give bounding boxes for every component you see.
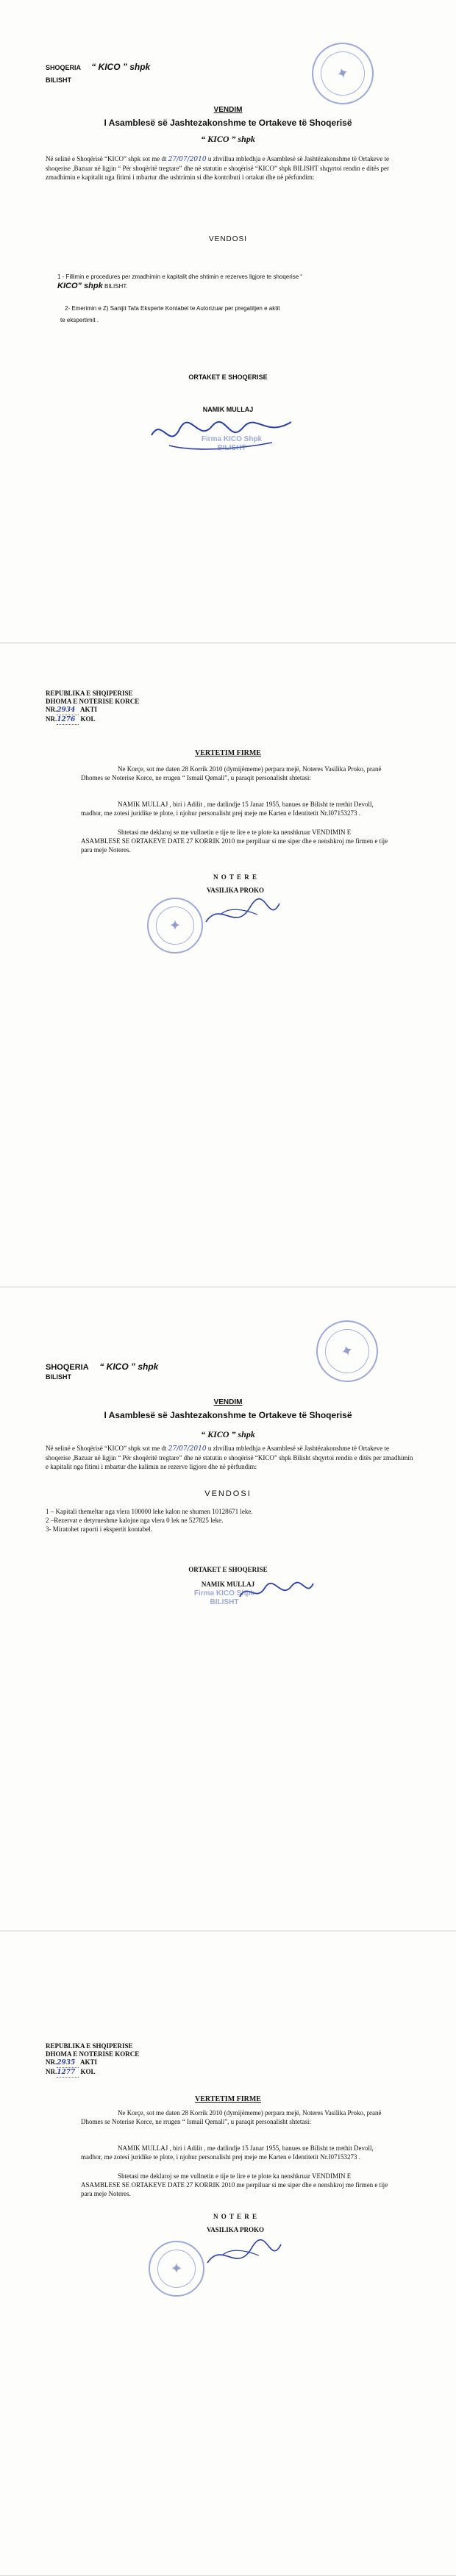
company-seal: Firma KICO Shpk BILISHT	[201, 435, 263, 452]
decision-item-3: 3- Miratohet raporti i ekspertit kontabel.	[46, 1525, 152, 1533]
document-page-4	[0, 1932, 456, 2576]
owner-name: NAMIK MULLAJ	[201, 1581, 255, 1588]
notary-header: REPUBLIKA E SHQIPERISE DHOMA E NOTERISE KORCE NR.2934 AKTI NR.1276 KOL	[46, 690, 140, 723]
notary-paragraph-1: Ne Korçe, sot me daten 28 Korrik 2010 (dymijëmeme) perpara mejë, Noteres Vasilika Proko, pranë Dhomes se Noterise Korce, ne rrugen “ Ismail Qemali”, u paraqit personalisht shtetasi:	[81, 2109, 382, 2125]
company-location: BILISHT	[46, 76, 71, 84]
notary-header: REPUBLIKA E SHQIPERISE DHOMA E NOTERISE KORCE NR.2935 AKTI NR.1277 KOL	[46, 2042, 140, 2076]
notary-stamp: ✦	[147, 898, 203, 954]
notary-title: VERTETIM FIRME	[195, 749, 261, 757]
company-center: “ KICO ” shpk	[201, 134, 255, 144]
company-center: “ KICO ” shpk	[201, 1429, 255, 1439]
notary-name: VASILIKA PROKO	[206, 2226, 265, 2233]
owners-heading: ORTAKET E SHOQERISE	[188, 1566, 268, 1573]
notary-signature	[199, 892, 287, 937]
document-heading: I Asamblesë së Jashtezakonshme te Ortakeve të Shoqerisë	[104, 118, 352, 128]
notary-paragraph-1: Ne Korçe, sot me daten 28 Korrik 2010 (dymijëmeme) perpara mejë, Noteres Vasilika Proko, pranë Dhomes se Noterise Korce, ne rrugen “ Ismail Qemali”, u paraqit personalisht shtetasi:	[81, 765, 382, 781]
decision-item-2: 2 –Rezervat e detyrueshme kalojne nga vlera 0 lek ne 527825 leke.	[46, 1517, 224, 1524]
notary-label: N O T E R E	[213, 2213, 257, 2220]
notary-signature	[200, 2233, 288, 2278]
document-page-1	[0, 0, 456, 643]
decision-list	[46, 1507, 413, 1534]
intro-paragraph: Në selinë e Shoqërisë “KICO” shpk sot me dt 27/07/2010 u zhvillua mbledhja e Asamblesë së Jashtëzakonshme të Ortakeve te shoqerise ,Bazuar në ligjin “ Për shoqëritë tregtare” dhe në statutin e shoqërisë “KICO” shpk Bilisht shqyrtoi rendin e ditës per zmadhimin e kapitalit nga fitimi i mbartur dhe kalimin ne rezerve ligjore dhe në përfundim:	[46, 1445, 413, 1470]
document-page-2	[0, 644, 456, 1287]
notary-paragraph-2: NAMIK MULLAJ , biri i Adilit , me datlindje 15 Janar 1955, banues ne Bilisht te rrethit Devoll, madhor, me zotesi juridike te plote, i njohur personalisht prej meje me Karten e Identitetit Nr.I07153273 .	[81, 2144, 374, 2161]
company-seal: Firma KICO Shpk BILISHT	[193, 1589, 255, 1606]
document-page-3	[0, 1288, 456, 1931]
handwritten-date: 27/07/2010	[168, 1445, 207, 1453]
handwritten-date: 27/07/2010	[168, 156, 207, 163]
decision-item-2: 2- Emerimin e Z) Sanijit Tafa Eksperte Kontabel te Autorizuar per pregatitjen e aktit te ekspertimit .	[60, 305, 280, 323]
document-title: VENDIM	[213, 106, 243, 114]
owners-heading: ORTAKET E SHOQERISE	[188, 373, 268, 381]
document-title: VENDIM	[213, 1398, 243, 1406]
notary-paragraph-2: NAMIK MULLAJ , biri i Adilit , me datlindje 15 Janar 1955, banues ne Bilisht te rrethit Devoll, madhor, me zotesi juridike te plote, i njohur personalisht prej meje me Karten e Identitetit Nr.I07153273 .	[81, 801, 374, 817]
notary-title: VERTETIM FIRME	[195, 2095, 261, 2103]
company-stamp: ✦	[304, 35, 382, 112]
company-location: BILISHT	[46, 1373, 71, 1381]
decision-item-1: 1 - Fillimin e procedures per zmadhimin e kapitalit dhe shtimin e rezerves ligjore te shoqerise “ KICO” shpk BILISHT.	[57, 273, 303, 290]
notary-name: VASILIKA PROKO	[206, 887, 265, 894]
notary-stamp: ✦	[149, 2241, 204, 2297]
intro-paragraph: Në selinë e Shoqërisë “KICO” shpk sot me dt 27/07/2010 u zhvillua mbledhja e Asamblesë së Jashtëzakonshme të Ortakeve te shoqerise ,Bazuar në ligjin “ Për shoqëritë tregtare” dhe në statutin e shoqërisë “KICO” shpk BILISHT shqyrtoi rendin e ditës per zmadhimin e kapitalit nga fitimi i mbartur dhe ushtrimin si dhe kontributi i ortakut dhe në përfundim:	[46, 155, 390, 181]
decision-heading: VENDOSI	[204, 1489, 252, 1498]
company-label: SHOQERIA “ KICO ” shpk	[46, 1362, 159, 1372]
decision-heading: VENDOSI	[208, 235, 247, 243]
notary-paragraph-3: Shtetasi me deklaroj se me vullnetin e tije te lire e te plote ka nenshkruar VENDIMIN E ASAMBLESE SE ORTAKEVE DATE 27 KORRIK 2010 me perpiluar si me siper dhe e nenshkroj me firmen e tije para meje Noteres.	[81, 2172, 388, 2197]
company-stamp: ✦	[308, 1312, 386, 1390]
owner-name: NAMIK MULLAJ	[202, 406, 254, 413]
notary-paragraph-3: Shtetasi me deklaroj se me vullnetin e tije te lire e te plote ka nenshkruar VENDIMIN E ASAMBLESE SE ORTAKEVE DATE 27 KORRIK 2010 me perpiluar si me siper dhe e nenshkroj me firmen e tije para meje Noteres.	[81, 829, 388, 854]
company-label: SHOQERIA “ KICO ” shpk	[46, 62, 151, 72]
document-heading: I Asamblesë së Jashtezakonshme te Ortakeve të Shoqerisë	[104, 1410, 352, 1420]
decision-item-1: 1 – Kapitali themeltar nga vlera 100000 leke kalon ne shumen 10128671 leke.	[46, 1508, 253, 1515]
notary-label: N O T E R E	[213, 873, 257, 881]
